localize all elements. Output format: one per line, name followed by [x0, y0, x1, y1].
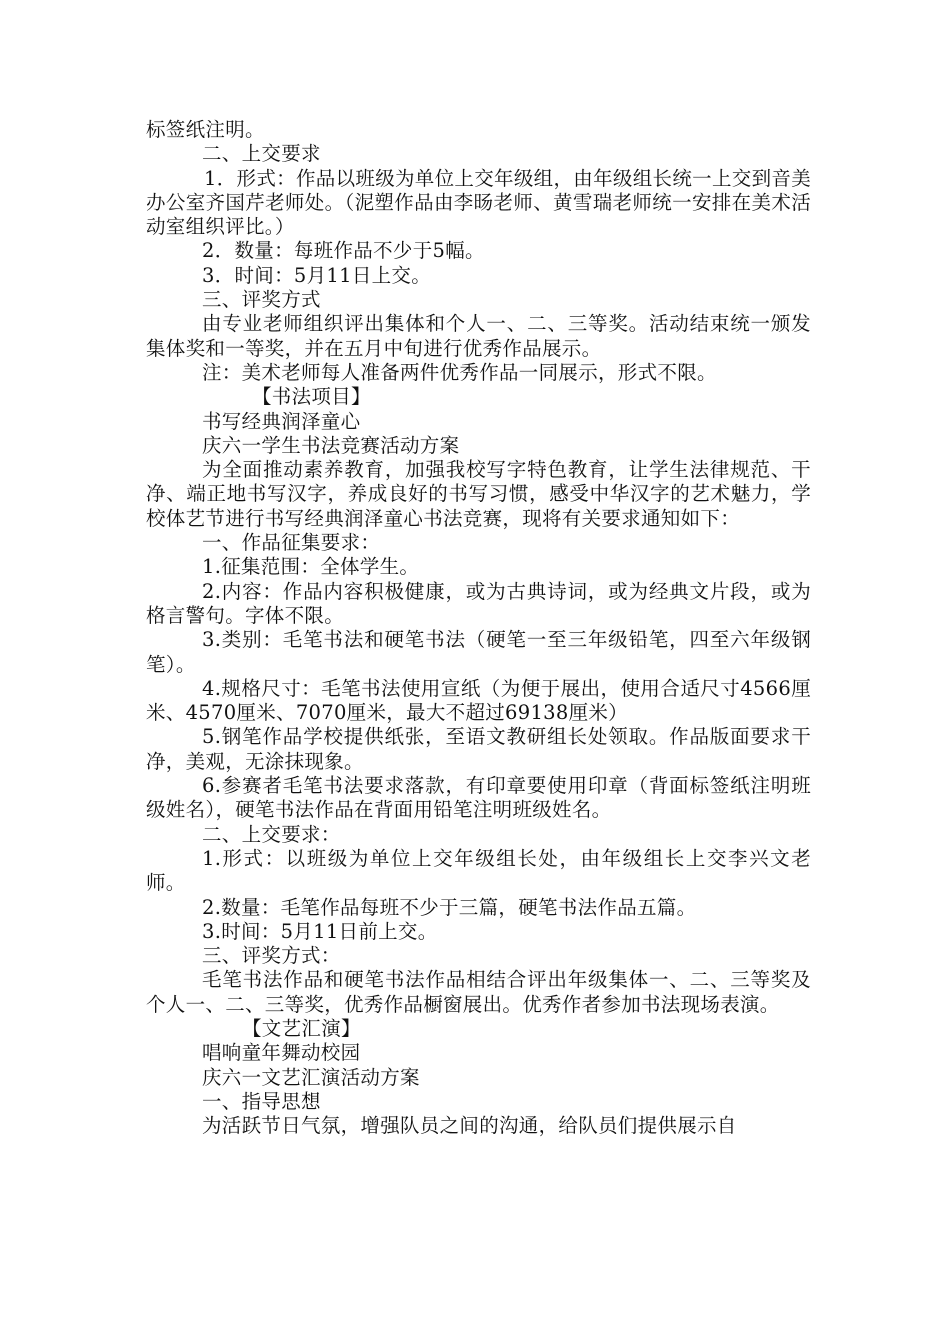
performance-theme: 唱响童年舞动校园 — [202, 1041, 361, 1065]
paragraph-form: 1．形式：作品以班级为单位上交年级组，由年级组长统一上交到音美办公室齐国芹老师处。（泥塑作品由李旸老师、黄雪瑞老师统一安排在美术活动室组织评比。） — [146, 166, 811, 239]
paragraph-time-2: 3.时间：5月11日前上交。 — [202, 919, 438, 943]
paragraph-size: 4.规格尺寸：毛笔书法使用宣纸（为便于展出，使用合适尺寸4566厘米、4570厘米、7070厘米，最大不超过69138厘米） — [146, 676, 811, 725]
paragraph-content: 2.内容：作品内容积极健康，或为古典诗词，或为经典文片段，或为格言警句。字体不限。 — [146, 579, 811, 627]
paragraph-quantity: 2．数量：每班作品不少于5幅。 — [202, 239, 485, 263]
paragraph-guidance: 为活跃节日气氛，增强队员之间的沟通，给队员们提供展示自 — [202, 1114, 737, 1138]
section-heading-submission: 二、上交要求 — [202, 142, 321, 166]
paragraph-form-2: 1.形式：以班级为单位上交年级组长处，由年级组长上交李兴文老师。 — [146, 846, 811, 895]
paragraph-note: 注：美术老师每人准备两件优秀作品一同展示，形式不限。 — [202, 360, 717, 384]
section-heading-awards-2: 三、评奖方式： — [202, 944, 341, 968]
section-heading-submission-2: 二、上交要求： — [202, 822, 341, 846]
section-heading-awards: 三、评奖方式 — [202, 288, 321, 312]
paragraph-paper: 5.钢笔作品学校提供纸张，至语文教研组长处领取。作品版面要求干净，美观，无涂抹现象。 — [146, 725, 811, 773]
project-heading-calligraphy: 【书法项目】 — [252, 385, 371, 409]
section-heading-collection: 一、作品征集要求： — [202, 531, 381, 555]
calligraphy-theme: 书写经典润泽童心 — [202, 409, 361, 433]
performance-plan-title: 庆六一文艺汇演活动方案 — [202, 1065, 420, 1089]
paragraph-signature: 6.参赛者毛笔书法要求落款，有印章要使用印章（背面标签纸注明班级姓名），硬笔书法作品在背面用铅笔注明班级姓名。 — [146, 774, 811, 822]
paragraph-awards: 由专业老师组织评出集体和个人一、二、三等奖。活动结束统一颁发集体奖和一等奖，并在五月中旬进行优秀作品展示。 — [146, 312, 811, 360]
calligraphy-intro: 为全面推动素养教育，加强我校写字特色教育，让学生法律规范、干净、端正地书写汉字，养成良好的书写习惯，感受中华汉字的艺术魅力，学校体艺节进行书写经典润泽童心书法竞赛，现将有关要求通知如下： — [146, 458, 811, 530]
document-body — [146, 118, 811, 1138]
section-heading-guidance: 一、指导思想 — [202, 1089, 321, 1113]
paragraph-scope: 1.征集范围：全体学生。 — [202, 555, 420, 579]
calligraphy-plan-title: 庆六一学生书法竞赛活动方案 — [202, 433, 460, 457]
paragraph-awards-2: 毛笔书法作品和硬笔书法作品相结合评出年级集体一、二、三等奖及个人一、二、三等奖，优秀作品橱窗展出。优秀作者参加书法现场表演。 — [146, 968, 811, 1016]
paragraph-time: 3．时间：5月11日上交。 — [202, 263, 432, 287]
project-heading-performance: 【文艺汇演】 — [242, 1016, 361, 1040]
paragraph-category: 3.类别：毛笔书法和硬笔书法（硬笔一至三年级铅笔，四至六年级钢笔）。 — [146, 628, 811, 676]
paragraph-quantity-2: 2.数量：毛笔作品每班不少于三篇，硬笔书法作品五篇。 — [202, 895, 697, 919]
paragraph-continuation: 标签纸注明。 — [146, 118, 265, 141]
